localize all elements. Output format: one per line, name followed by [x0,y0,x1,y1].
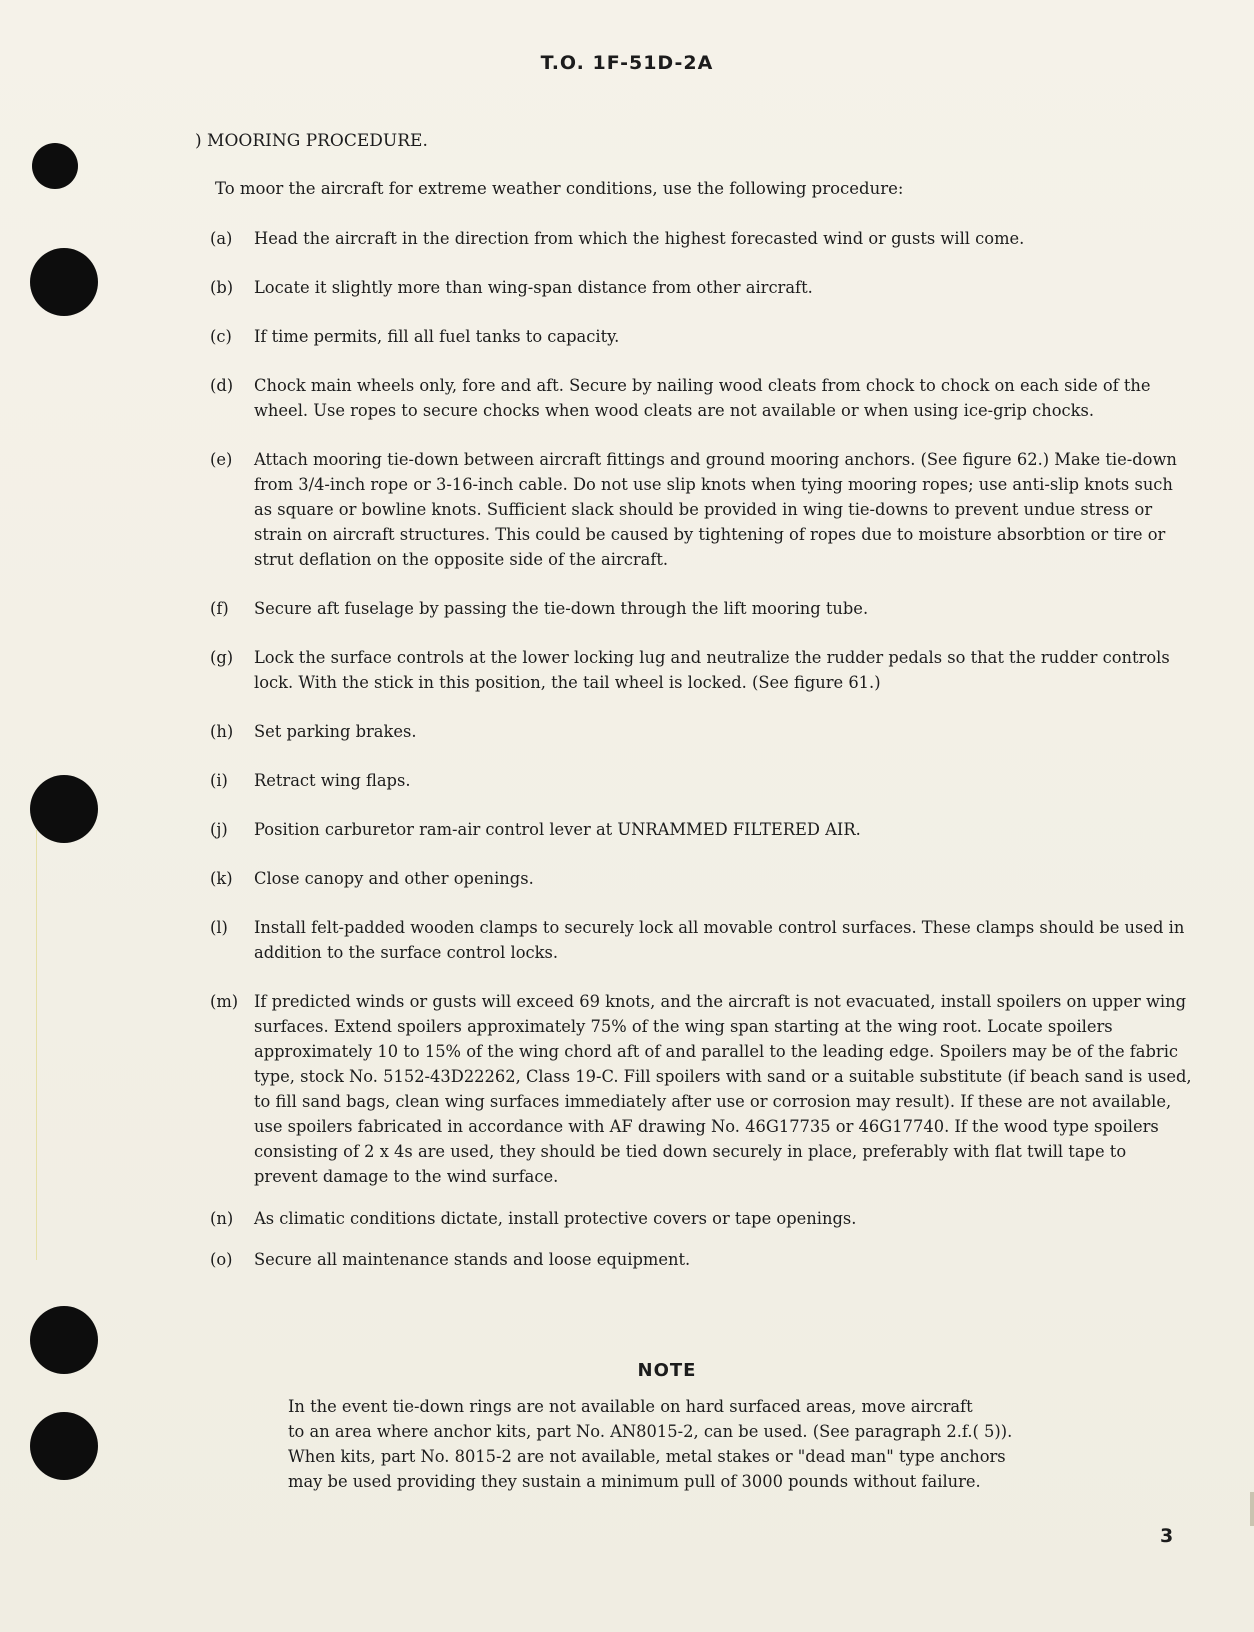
item-label: (i) [210,771,228,790]
page-edge-mark [36,830,37,1260]
item-text: Retract wing flaps. [254,771,411,790]
item-label: (d) [210,376,234,395]
note-line: may be used providing they sustain a minimum pull of 3000 pounds without failure. [288,1472,981,1491]
item-label: (a) [210,229,233,248]
section-title: ) MOORING PROCEDURE. [195,131,428,151]
page-number: 3 [1160,1525,1174,1547]
procedure-item [210,719,1200,744]
item-text: Install felt-padded wooden clamps to securely lock all movable control surfaces. These clamps should be used in addition to the surface control locks. [254,918,1185,962]
item-text: If predicted winds or gusts will exceed 69 knots, and the aircraft is not evacuated, install spoilers on upper wing surfaces. Extend spoilers approximately 75% of the wing span starting at the wing root. Locate spoilers approximately 10 to 15% of the wing chord aft of and parallel to the leading edge. Spoilers may be of the fabric type, stock No. 5152-43D22262, Class 19-C. Fill spoilers with sand or a suitable substitute (if beach sand is used, to fill sand bags, clean wing surfaces immediately after use or corrosion may result). If these are not available, use spoilers fabricated in accordance with AF drawing No. 46G17735 or 46G17740. If the wood type spoilers consisting of 2 x 4s are used, they should be tied down securely in place, preferably with flat twill tape to prevent damage to the wind surface. [254,992,1192,1186]
note-title: NOTE [637,1360,697,1381]
item-label: (c) [210,327,232,346]
procedure-item [210,1247,1200,1272]
item-label: (e) [210,450,233,469]
note-line: When kits, part No. 8015-2 are not available, metal stakes or "dead man" type anchors [288,1447,1006,1466]
item-text: Close canopy and other openings. [254,869,534,888]
procedure-item [210,1206,1200,1231]
item-label: (j) [210,820,228,839]
note-line: to an area where anchor kits, part No. AN8015-2, can be used. (See paragraph 2.f.( 5)). [288,1422,1013,1441]
note-body [288,1394,1098,1494]
item-label: (k) [210,869,233,888]
procedure-item [210,596,1200,621]
item-label: (b) [210,278,234,297]
binder-hole [32,143,78,189]
item-label: (f) [210,599,229,618]
document-header: T.O. 1F-51D-2A [540,52,714,74]
procedure-list [210,226,1200,1272]
page-edge-mark [1250,1492,1254,1526]
procedure-item [210,645,1200,695]
item-text: Lock the surface controls at the lower locking lug and neutralize the rudder pedals so that the rudder controls lock. With the stick in this position, the tail wheel is locked. (See figure 61.) [254,648,1170,692]
binder-hole [30,1412,98,1480]
item-text: Head the aircraft in the direction from which the highest forecasted wind or gusts will come. [254,229,1025,248]
binder-hole [30,775,98,843]
item-label: (g) [210,648,234,667]
procedure-item [210,275,1200,300]
procedure-item [210,373,1200,423]
item-label: (o) [210,1250,233,1269]
item-label: (n) [210,1209,234,1228]
procedure-item [210,447,1200,572]
item-label: (h) [210,722,234,741]
item-text: Attach mooring tie-down between aircraft fittings and ground mooring anchors. (See figure 62.) Make tie-down from 3/4-inch rope or 3-16-inch cable. Do not use slip knots when tying mooring ropes; use anti-slip knots such as square or bowline knots. Sufficient slack should be provided in wing tie-downs to prevent undue stress or strain on aircraft structures. This could be caused by tightening of ropes due to moisture absorbtion or tire or strut deflation on the opposite side of the aircraft. [254,450,1177,569]
note-line: In the event tie-down rings are not available on hard surfaced areas, move aircraft [288,1397,973,1416]
procedure-item [210,817,1200,842]
item-text: Secure aft fuselage by passing the tie-down through the lift mooring tube. [254,599,869,618]
item-text: Chock main wheels only, fore and aft. Secure by nailing wood cleats from chock to chock on each side of the wheel. Use ropes to secure chocks when wood cleats are not available or when using ice-grip chocks. [254,376,1151,420]
item-text: Secure all maintenance stands and loose equipment. [254,1250,691,1269]
item-label: (m) [210,992,239,1011]
item-text: As climatic conditions dictate, install protective covers or tape openings. [254,1209,857,1228]
binder-hole [30,248,98,316]
intro-paragraph: To moor the aircraft for extreme weather conditions, use the following procedure: [215,179,904,198]
procedure-item [210,226,1200,251]
item-text: Set parking brakes. [254,722,417,741]
procedure-item [210,989,1200,1189]
item-text: If time permits, fill all fuel tanks to capacity. [254,327,620,346]
procedure-item [210,915,1200,965]
procedure-item [210,324,1200,349]
procedure-item [210,768,1200,793]
item-text: Position carburetor ram-air control lever at UNRAMMED FILTERED AIR. [254,820,861,839]
item-label: (l) [210,918,228,937]
procedure-item [210,866,1200,891]
item-text: Locate it slightly more than wing-span distance from other aircraft. [254,278,813,297]
